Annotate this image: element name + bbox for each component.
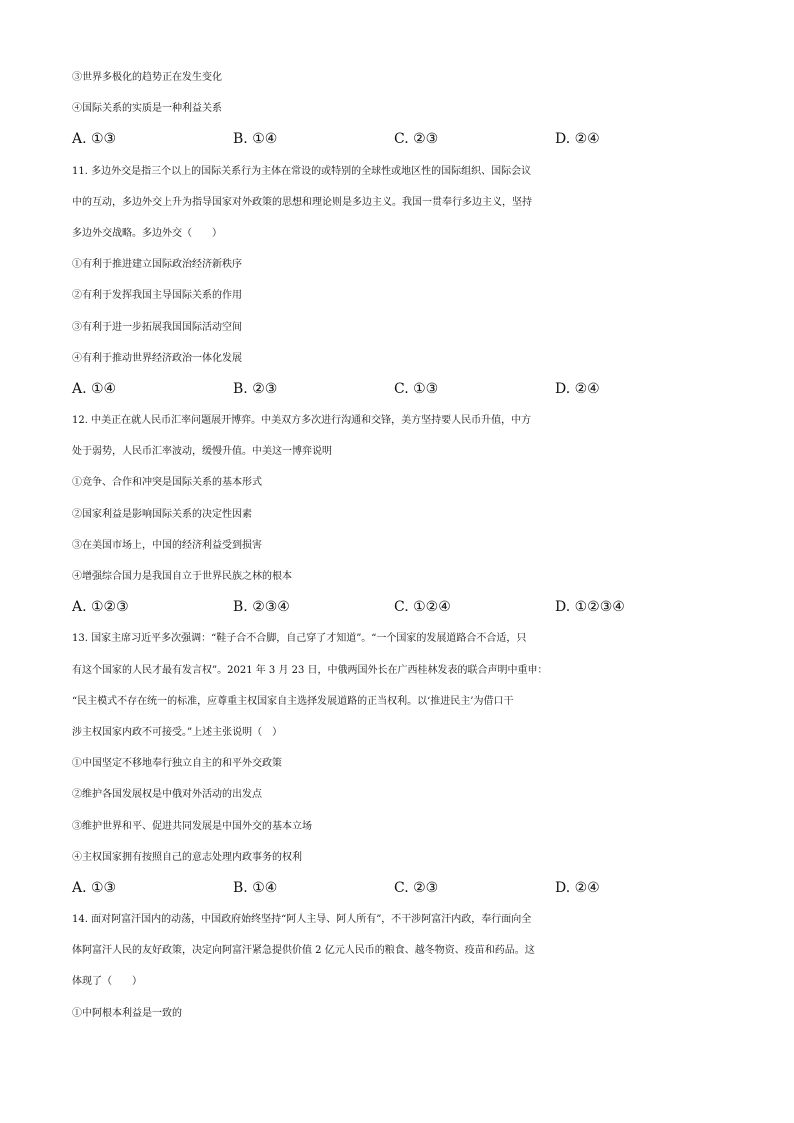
answer-options [72, 873, 732, 904]
question-12 [72, 405, 732, 623]
question-11 [72, 156, 732, 406]
option-d: D. ①②③④ [555, 599, 625, 616]
choice-item: ④有利于推动世界经济政治一体化发展 [72, 352, 242, 364]
question-stem-line: 涉主权国家内政不可接受。”上述主张说明（ ） [72, 726, 283, 738]
choice-item: ④国际关系的实质是一种利益关系 [72, 103, 222, 115]
choice-item: ②国家利益是影响国际关系的决定性因素 [72, 508, 252, 520]
option-b: B. ②③④ [233, 599, 290, 616]
choice-item: ④增强综合国力是我国自立于世界民族之林的根本 [72, 571, 292, 582]
question-stem-line: 体阿富汗人民的友好政策，决定向阿富汗紧急提供价值 2 亿元人民币的粮食、越冬物资、疫苗和药品。这 [72, 945, 535, 957]
option-d: D. ②④ [555, 131, 600, 148]
option-d: D. ②④ [555, 879, 600, 896]
option-a: A. ①②③ [72, 599, 129, 616]
option-a: A. ①③ [72, 131, 117, 148]
option-a: A. ①③ [72, 879, 117, 896]
question-stem-line: 体现了（ ） [72, 976, 142, 988]
choice-item: ①竞争、合作和冲突是国际关系的基本形式 [72, 477, 262, 489]
choice-item: ③维护世界和平、促进共同发展是中国外交的基本立场 [72, 820, 312, 832]
question-stem-line: “民主模式不存在统一的标准，应尊重主权国家自主选择发展道路的正当权利。以‘推进民主’为借口干 [72, 695, 514, 707]
question-13 [72, 623, 732, 904]
document-page [72, 62, 732, 1029]
question-stem-line: 有这个国家的人民才最有发言权”。2021 年 3 月 23 日，中俄两国外长在广西桂林发表的联合声明中重申： [72, 664, 548, 676]
answer-options [72, 374, 732, 405]
question-stem-line: 13. 国家主席习近平多次强调：“鞋子合不合脚，自己穿了才知道”。“一个国家的发展道路合不合适，只 [72, 633, 527, 645]
option-d: D. ②④ [555, 380, 600, 397]
choice-item: ①中国坚定不移地奉行独立自主的和平外交政策 [72, 758, 282, 770]
option-b: B. ①④ [233, 879, 278, 896]
option-c: C. ②③ [394, 879, 439, 896]
choice-item: ④主权国家拥有按照自己的意志处理内政事务的权利 [72, 851, 302, 863]
question-stem-line: 12. 中美正在就人民币汇率问题展开博弈。中美双方多次进行沟通和交锋，美方坚持要人民币升值，中方 [72, 415, 532, 427]
question-stem-line: 14. 面对阿富汗国内的动荡，中国政府始终坚持“阿人主导、阿人所有”，不干涉阿富汗内政，奉行面向全 [72, 914, 532, 926]
answer-options [72, 592, 732, 623]
choice-item: ②维护各国发展权是中俄对外活动的出发点 [72, 789, 262, 801]
option-a: A. ①④ [72, 380, 117, 397]
question-stem-line: 多边外交战略。多边外交（ ） [72, 227, 222, 239]
question-stem-line: 11. 多边外交是指三个以上的国际关系行为主体在常设的或特别的全球性或地区性的国际组织、国际会议 [72, 165, 532, 177]
answer-options [72, 124, 732, 155]
question-14 [72, 904, 732, 1029]
choice-item: ①有利于推进建立国际政治经济新秩序 [72, 259, 242, 271]
choice-item: ③在美国市场上，中国的经济利益受到损害 [72, 539, 262, 551]
option-c: C. ①③ [394, 380, 439, 397]
option-c: C. ②③ [394, 131, 439, 148]
option-b: B. ①④ [233, 131, 278, 148]
question-stem-line: 中的互动，多边外交上升为指导国家对外政策的思想和理论则是多边主义。我国一贯奉行多边主义，坚持 [72, 196, 532, 208]
choice-item: ①中阿根本利益是一致的 [72, 1007, 182, 1019]
choice-item: ②有利于发挥我国主导国际关系的作用 [72, 290, 242, 302]
choice-item: ③有利于进一步拓展我国国际活动空间 [72, 321, 242, 333]
question-10-tail [72, 62, 732, 156]
choice-item: ③世界多极化的趋势正在发生变化 [72, 72, 222, 83]
option-b: B. ②③ [233, 380, 278, 397]
option-c: C. ①②④ [394, 599, 451, 616]
question-stem-line: 处于弱势，人民币汇率波动，缓慢升值。中美这一博弈说明 [72, 446, 332, 458]
